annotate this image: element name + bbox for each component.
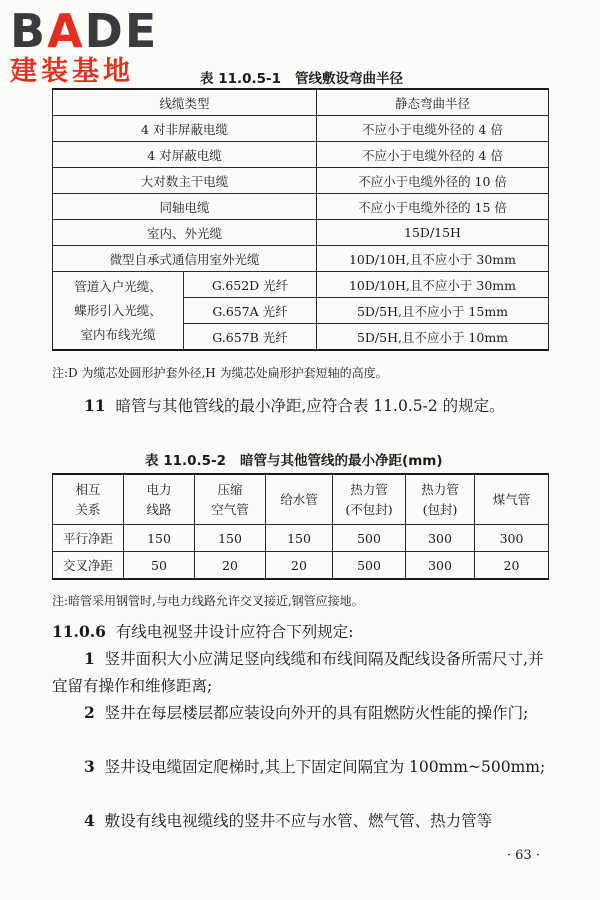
table-header: 热力管 (不包封)	[333, 474, 406, 525]
logo	[10, 6, 180, 88]
table-header: 压缩 空气管	[195, 474, 266, 525]
table-row: G.657B 光纤 5D/5H,且不应小于 10mm	[53, 324, 549, 351]
group-label: 管道入户光缆、 蝶形引入光缆、 室内布线光缆	[53, 272, 184, 351]
item-2: 2 竖井在每层楼层都应装设向外开的具有阻燃防火性能的操作门;	[84, 703, 529, 722]
table-row: 平行净距 150 150 150 500 300 300	[53, 525, 549, 552]
section-heading: 11.0.6 有线电视竖井设计应符合下列规定:	[52, 622, 354, 641]
item-11: 11 暗管与其他管线的最小净距,应符合表 11.0.5-2 的规定。	[84, 396, 505, 415]
page-number: · 63 ·	[506, 848, 540, 863]
item-4: 4 敷设有线电视缆线的竖井不应与水管、燃气管、热力管等	[84, 811, 493, 830]
table-header: 煤气管	[475, 474, 549, 525]
logo-wordmark: BADE	[10, 4, 159, 58]
table-header: 线缆类型	[53, 89, 317, 116]
table-header: 给水管	[266, 474, 333, 525]
table-row: 微型自承式通信用室外光缆 10D/10H,且不应小于 30mm	[53, 246, 549, 272]
clearance-table	[52, 473, 549, 580]
table1-caption: 表 11.0.5-1 管线敷设弯曲半径	[200, 71, 404, 87]
table-header: 电力 线路	[124, 474, 195, 525]
table-row: 管道入户光缆、 蝶形引入光缆、 室内布线光缆 G.652D 光纤 10D/10H,且不应小于 30mm	[53, 272, 549, 298]
table-header: 相互 关系	[53, 474, 124, 525]
table-row: 交叉净距 50 20 20 500 300 20	[53, 552, 549, 580]
item-1: 1 竖井面积大小应满足竖向线缆和布线间隔及配线设备所需尺寸,并宜留有操作和维修距离;	[52, 649, 544, 695]
table2-note: 注:暗管采用钢管时,与电力线路允许交叉接近,钢管应接地。	[52, 594, 364, 608]
table-row: 4 对屏蔽电缆 不应小于电缆外径的 4 倍	[53, 142, 549, 168]
table-header: 静态弯曲半径	[317, 89, 549, 116]
logo-subtitle: 建装基地	[10, 56, 134, 87]
table-row: 4 对非屏蔽电缆 不应小于电缆外径的 4 倍	[53, 116, 549, 142]
table-row: G.657A 光纤 5D/5H,且不应小于 15mm	[53, 298, 549, 324]
table-row: 大对数主干电缆 不应小于电缆外径的 10 倍	[53, 168, 549, 194]
table2-caption: 表 11.0.5-2 暗管与其他管线的最小净距(mm)	[145, 453, 443, 469]
table1-note: 注:D 为缆芯处圆形护套外径,H 为缆芯处扁形护套短轴的高度。	[52, 366, 388, 380]
table-header: 热力管 (包封)	[406, 474, 475, 525]
bending-radius-table	[52, 88, 549, 351]
table-row: 室内、外光缆 15D/15H	[53, 220, 549, 246]
table-row: 同轴电缆 不应小于电缆外径的 15 倍	[53, 194, 549, 220]
item-3: 3 竖井设电缆固定爬梯时,其上下固定间隔宜为 100mm~500mm;	[84, 757, 546, 776]
